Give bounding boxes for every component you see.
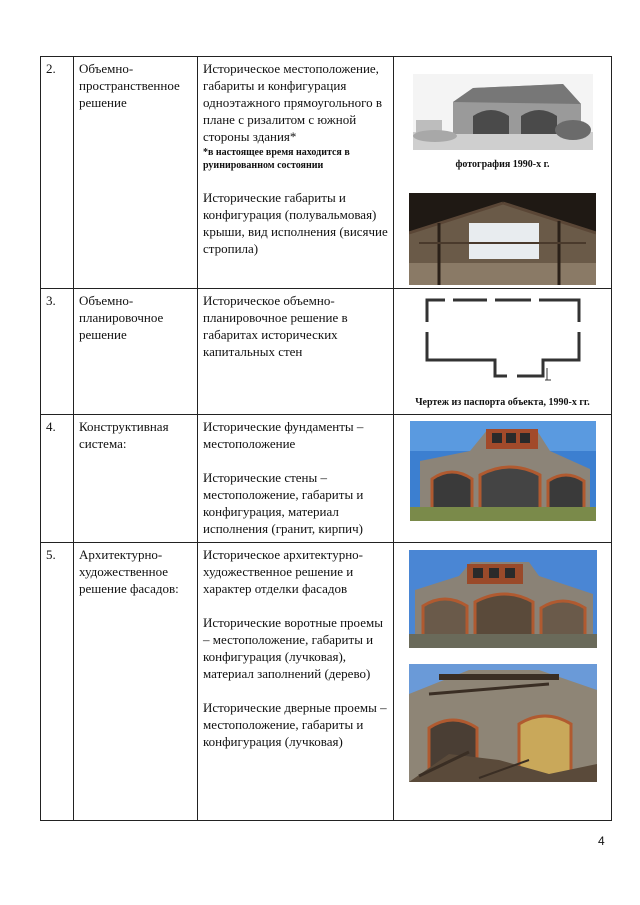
row-name: Конструктивная система: xyxy=(74,415,198,543)
row-description xyxy=(198,57,394,289)
row-description xyxy=(198,543,394,821)
row-name: Объемно-планировочное решение xyxy=(74,289,198,415)
description-text: Исторические дверные проемы – местоположение, габариты и конфигурация (лучковая) xyxy=(203,700,387,749)
table-row xyxy=(41,57,612,289)
photo-caption: фотография 1990-х г. xyxy=(455,159,550,170)
row-number: 4. xyxy=(41,415,74,543)
description-text: Историческое архитектурно-художественное решение и характер отделки фасадов xyxy=(203,547,363,596)
interior-ruin-photo xyxy=(409,664,597,782)
description-text: Исторические воротные проемы – местоположение, габариты и конфигурация (лучковая), материал заполнений (дерево) xyxy=(203,615,383,681)
row-name: Объемно-пространственное решение xyxy=(74,57,198,289)
facade-photo-2 xyxy=(409,550,597,648)
table-row xyxy=(41,289,612,415)
attributes-table xyxy=(40,56,612,821)
row-name: Архитектурно-художественное решение фасадов: xyxy=(74,543,198,821)
row-description xyxy=(198,289,394,415)
description-text: Историческое местоположение, габариты и конфигурация одноэтажного прямоугольного в плане с ризалитом с южной стороны здания* xyxy=(203,61,383,144)
footnote-text: *в настоящее время находится в руинированном состоянии xyxy=(203,147,350,171)
drawing-caption: Чертеж из паспорта объекта, 1990-х гг. xyxy=(415,397,590,408)
description-text: Исторические фундаменты – местоположение xyxy=(203,419,364,451)
illustration-cell xyxy=(394,57,612,289)
row-number: 2. xyxy=(41,57,74,289)
row-number: 5. xyxy=(41,543,74,821)
roof-interior-photo xyxy=(409,193,596,285)
page-number: 4 xyxy=(598,834,605,848)
floor-plan-drawing xyxy=(423,294,583,384)
historic-photo xyxy=(413,74,593,150)
illustration-cell xyxy=(394,415,612,543)
row-description xyxy=(198,415,394,543)
row-number: 3. xyxy=(41,289,74,415)
description-text: Исторические стены – местоположение, габариты и конфигурация, материал исполнения (гранит, кирпич) xyxy=(203,470,364,536)
facade-photo xyxy=(410,421,596,521)
table-row xyxy=(41,415,612,543)
description-text: Исторические габариты и конфигурация (полувальмовая) крыши, вид исполнения (висячие стропила) xyxy=(203,190,388,256)
illustration-cell xyxy=(394,543,612,821)
description-text: Историческое объемно-планировочное решение в габаритах исторических капитальных стен xyxy=(203,293,348,359)
illustration-cell xyxy=(394,289,612,415)
table-row xyxy=(41,543,612,821)
